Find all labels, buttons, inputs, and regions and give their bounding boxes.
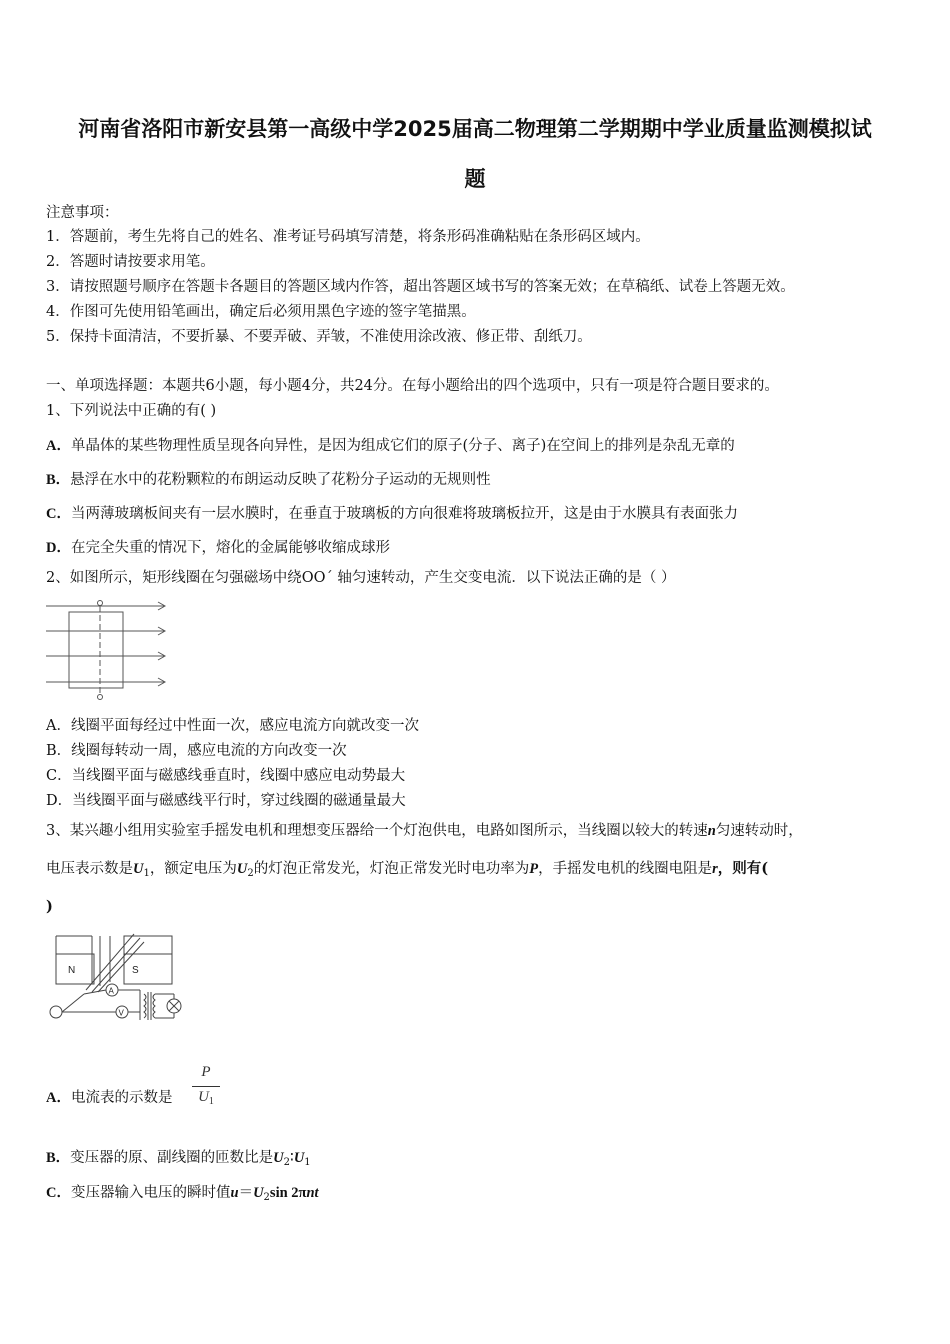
q1-option-d xyxy=(46,538,390,558)
subscript: 2 xyxy=(283,1157,291,1168)
voltmeter-label: V xyxy=(118,1008,124,1018)
fraction-p-over-u1 xyxy=(192,1064,220,1107)
subscript: 2 xyxy=(247,868,254,879)
notice-item-5: 5．保持卡面清洁，不要折暴、不要弄破、弄皱，不准使用涂改液、修正带、刮纸刀。 xyxy=(46,329,592,345)
stem-text: ) xyxy=(46,898,53,915)
var-u: U xyxy=(273,1150,284,1166)
q2-stem: 2、如图所示，矩形线圈在匀强磁场中绕OO´ 轴匀速转动，产生交变电流．以下说法正确的是（ ） xyxy=(46,570,676,586)
notice-item-4: 4．作图可先使用铅笔画出，确定后必须用黑色字迹的签字笔描黑。 xyxy=(46,304,476,320)
stem-text: 的灯泡正常发光，灯泡正常发光时电功率为 xyxy=(253,861,530,877)
var-n: n xyxy=(707,823,716,839)
option-letter: A． xyxy=(46,438,71,454)
option-text: 当两薄玻璃板间夹有一层水膜时，在垂直于玻璃板的方向很难将玻璃板拉开，这是由于水膜具有表面张力 xyxy=(70,506,738,522)
q3-stem-line1 xyxy=(46,821,803,841)
ammeter-label: A xyxy=(108,986,114,996)
stem-text: 3、某兴趣小组用实验室手摇发电机和理想变压器给一个灯泡供电，电路如图所示，当线圈以较大的转速 xyxy=(46,823,708,839)
var-r: r xyxy=(712,861,718,877)
q1-option-a xyxy=(46,436,735,456)
q1-option-b xyxy=(46,470,491,490)
var-u: U xyxy=(133,861,144,877)
q1-option-c xyxy=(46,504,738,524)
notice-item-3: 3．请按照题号顺序在答题卡各题目的答题区域内作答，超出答题区域书写的答案无效；在草稿纸、试卷上答题无效。 xyxy=(46,279,795,295)
q2-option-a: A．线圈平面每经过中性面一次，感应电流方向就改变一次 xyxy=(46,718,419,734)
option-letter: C． xyxy=(46,506,71,522)
stem-text: 匀速转动时， xyxy=(715,823,803,839)
subscript: 1 xyxy=(143,868,150,879)
option-text: 单晶体的某些物理性质呈现各向异性，是因为组成它们的原子(分子、离子)在空间上的排列是杂乱无章的 xyxy=(70,438,735,454)
colon: ∶ xyxy=(290,1150,294,1166)
var-u: U xyxy=(293,1150,305,1166)
subscript: 1 xyxy=(208,1096,214,1107)
option-text: 变压器的原、副线圈的匝数比是 xyxy=(70,1150,274,1166)
option-letter: B． xyxy=(46,472,71,488)
var-p: P xyxy=(529,861,539,877)
sin-term: sin 2π xyxy=(269,1185,307,1201)
var-nt: nt xyxy=(306,1185,319,1201)
stem-text: ，手摇发电机的线圈电阻是 xyxy=(538,861,713,877)
option-text: 在完全失重的情况下，熔化的金属能够收缩成球形 xyxy=(70,540,390,556)
fraction-bar xyxy=(192,1086,220,1087)
stem-text: 电压表示数是 xyxy=(46,861,133,877)
equals: ＝ xyxy=(238,1185,254,1201)
stem-text: ，则有( xyxy=(717,860,769,877)
section-heading: 一、单项选择题：本题共6小题，每小题4分，共24分。在每小题给出的四个选项中，只有一项是符合题目要求的。 xyxy=(46,378,779,394)
var-u: U xyxy=(198,1089,209,1105)
fraction-denominator xyxy=(192,1089,220,1107)
q1-stem: 1、下列说法中正确的有( ) xyxy=(46,403,217,419)
magnet-n-label: N xyxy=(68,965,76,976)
q2-option-d: D．当线圈平面与磁感线平行时，穿过线圈的磁通量最大 xyxy=(46,793,406,809)
option-text: 悬浮在水中的花粉颗粒的布朗运动反映了花粉分子运动的无规则性 xyxy=(70,472,491,488)
option-letter: B． xyxy=(46,1150,71,1166)
notice-heading: 注意事项： xyxy=(46,205,119,221)
option-letter: D． xyxy=(46,540,71,556)
fraction-numerator: P xyxy=(201,1064,211,1080)
option-text: 电流表的示数是 xyxy=(70,1090,173,1106)
q2-option-b: B．线圈每转动一周，感应电流的方向改变一次 xyxy=(46,743,347,759)
stem-text: ，额定电压为 xyxy=(149,861,237,877)
option-letter: C． xyxy=(46,1185,71,1201)
notice-item-1: 1．答题前，考生先将自己的姓名、准考证号码填写清楚，将条形码准确粘贴在条形码区域内。 xyxy=(46,229,650,245)
option-letter: A． xyxy=(46,1090,71,1106)
notice-item-2: 2．答题时请按要求用笔。 xyxy=(46,254,215,270)
q3-stem-line2 xyxy=(46,859,768,884)
var-u-lower: u xyxy=(230,1185,239,1201)
magnet-s-label: S xyxy=(132,965,139,976)
option-text: 变压器输入电压的瞬时值 xyxy=(70,1185,231,1201)
var-u: U xyxy=(236,861,248,877)
q2-option-c: C．当线圈平面与磁感线垂直时，线圈中感应电动势最大 xyxy=(46,768,406,784)
document-title-line1: 河南省洛阳市新安县第一高级中学2025届高二物理第二学期期中学业质量监测模拟试 xyxy=(78,117,872,141)
subscript: 2 xyxy=(263,1192,270,1203)
q3-option-c xyxy=(46,1183,319,1208)
q3-generator-circuit-diagram xyxy=(44,930,194,1030)
document-title-line2: 题 xyxy=(464,167,486,191)
q3-option-b xyxy=(46,1148,311,1173)
q3-option-a xyxy=(46,1088,172,1108)
q2-coil-diagram xyxy=(44,598,174,706)
var-u: U xyxy=(253,1185,264,1201)
subscript: 1 xyxy=(304,1157,311,1168)
q3-stem-line3 xyxy=(46,897,53,917)
